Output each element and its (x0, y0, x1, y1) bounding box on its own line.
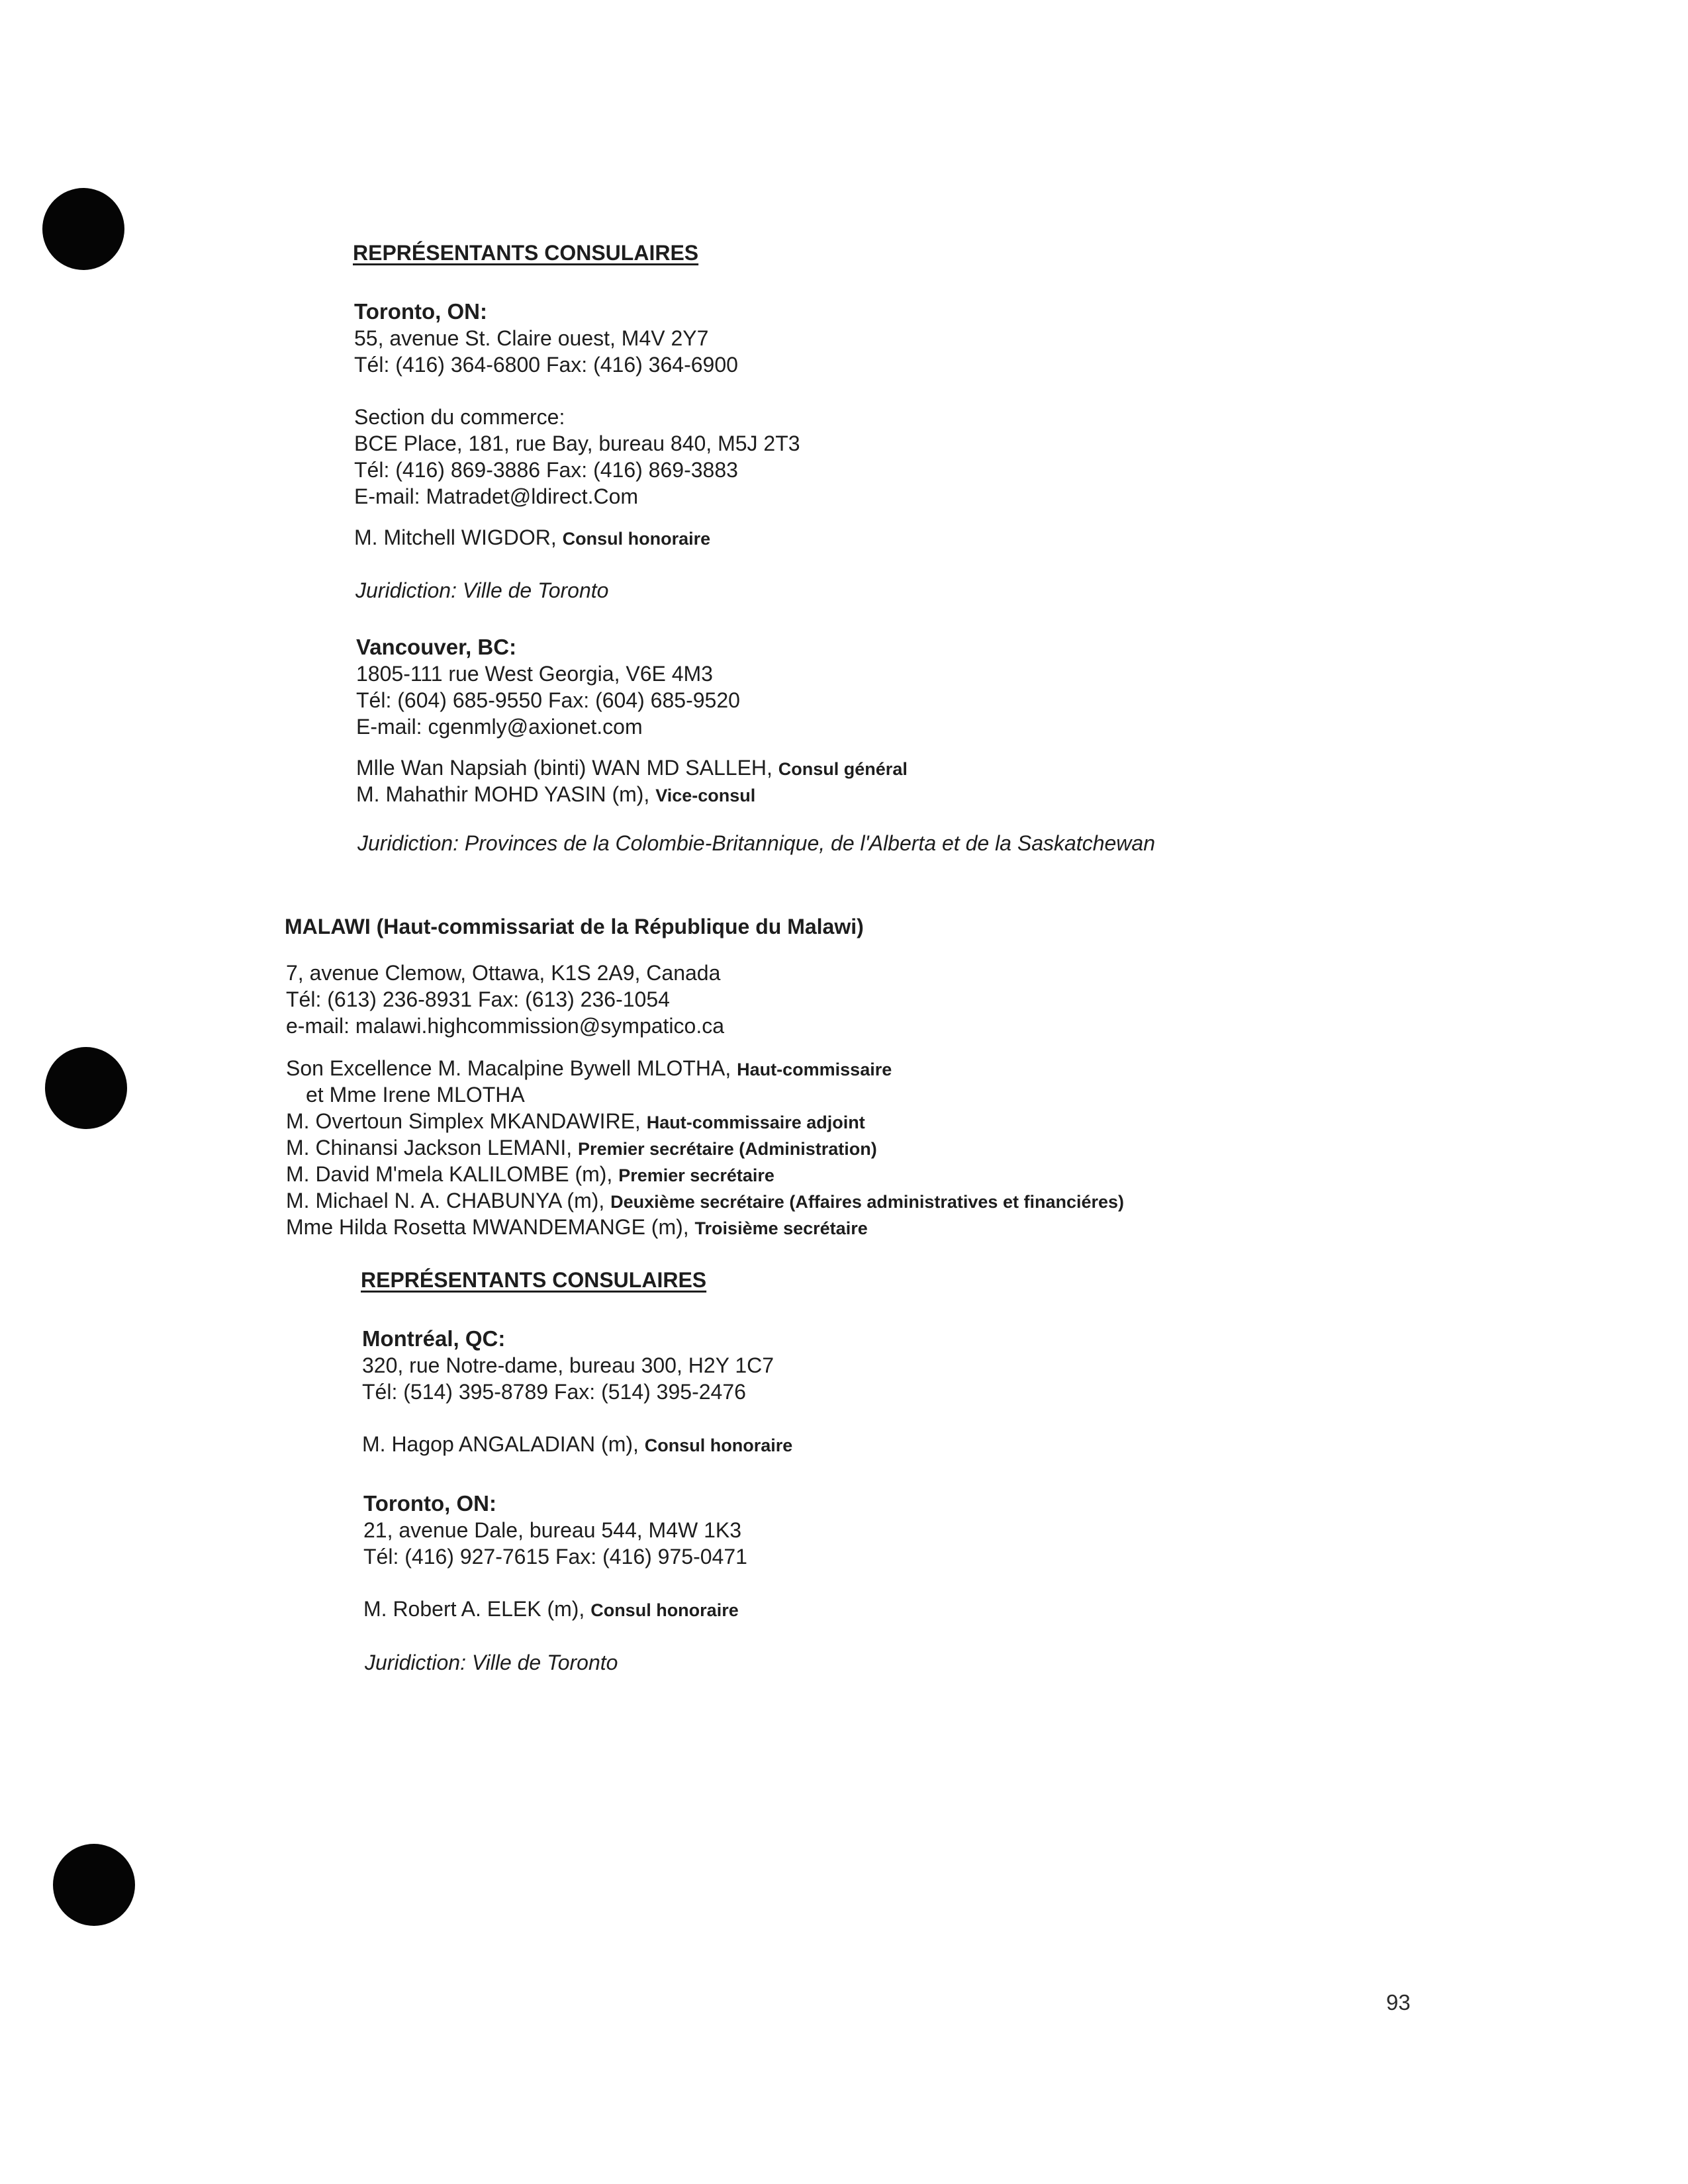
person-name: Mlle Wan Napsiah (binti) WAN MD SALLEH, (356, 756, 778, 780)
vancouver-person-1 (356, 754, 908, 782)
malawi-staff-item (286, 1214, 868, 1242)
montreal-person (362, 1431, 792, 1459)
person-name: M. Robert A. ELEK (m), (363, 1597, 591, 1621)
person-name: M. Chinansi Jackson LEMANI, (286, 1136, 579, 1160)
malawi-address: 7, avenue Clemow, Ottawa, K1S 2A9, Canada (286, 961, 721, 985)
city-heading-vancouver: Vancouver, BC: (356, 635, 517, 659)
toronto-1-address: 55, avenue St. Claire ouest, M4V 2Y7 (354, 326, 709, 350)
vancouver-email: E-mail: cgenmly@axionet.com (356, 715, 643, 739)
person-title: Haut-commissaire adjoint (646, 1113, 865, 1132)
vancouver-person-2 (356, 781, 755, 809)
toronto-2-phone: Tél: (416) 927-7615 Fax: (416) 975-0471 (363, 1545, 747, 1569)
malawi-staff-item (286, 1187, 1124, 1215)
person-name: Mme Hilda Rosetta MWANDEMANGE (m), (286, 1215, 695, 1239)
vancouver-phone: Tél: (604) 685-9550 Fax: (604) 685-9520 (356, 688, 740, 712)
person-title: Haut-commissaire (737, 1060, 892, 1079)
person-title: Consul honoraire (590, 1600, 739, 1620)
malawi-staff-item (286, 1055, 892, 1083)
punch-hole-middle (45, 1047, 127, 1129)
person-name: M. Michael N. A. CHABUNYA (m), (286, 1189, 611, 1212)
malawi-staff-item (306, 1081, 525, 1109)
toronto-2-person (363, 1596, 739, 1623)
section-heading-consular-2: REPRÉSENTANTS CONSULAIRES (361, 1268, 707, 1292)
person-name: M. David M'mela KALILOMBE (m), (286, 1162, 619, 1186)
trade-section-email: E-mail: Matradet@ldirect.Com (354, 484, 639, 508)
person-name: M. Overtoun Simplex MKANDAWIRE, (286, 1109, 647, 1133)
page-number: 93 (1386, 1990, 1411, 2015)
toronto-1-person (354, 524, 710, 552)
country-heading-malawi: MALAWI (Haut-commissariat de la République du Malawi) (285, 915, 864, 938)
person-name: M. Mahathir MOHD YASIN (m), (356, 782, 656, 806)
city-heading-toronto-1: Toronto, ON: (354, 299, 487, 324)
punch-hole-top (42, 188, 124, 270)
vancouver-jurisdiction: Juridiction: Provinces de la Colombie-Britannique, de l'Alberta et de la Saskatchewan (357, 831, 1155, 855)
toronto-2-jurisdiction: Juridiction: Ville de Toronto (365, 1651, 618, 1674)
montreal-address: 320, rue Notre-dame, bureau 300, H2Y 1C7 (362, 1353, 774, 1377)
person-title: Vice-consul (655, 786, 756, 805)
person-title: Deuxième secrétaire (Affaires administratives et financiéres) (610, 1192, 1125, 1212)
person-name: Son Excellence M. Macalpine Bywell MLOTHA, (286, 1056, 737, 1080)
montreal-phone: Tél: (514) 395-8789 Fax: (514) 395-2476 (362, 1380, 746, 1404)
city-heading-toronto-2: Toronto, ON: (363, 1491, 496, 1516)
toronto-1-phone: Tél: (416) 364-6800 Fax: (416) 364-6900 (354, 353, 738, 377)
person-title: Consul général (778, 759, 908, 779)
toronto-2-address: 21, avenue Dale, bureau 544, M4W 1K3 (363, 1518, 742, 1542)
malawi-phone: Tél: (613) 236-8931 Fax: (613) 236-1054 (286, 987, 670, 1011)
city-heading-montreal: Montréal, QC: (362, 1326, 506, 1351)
person-title: Consul honoraire (644, 1435, 793, 1455)
person-name: M. Mitchell WIGDOR, (354, 525, 563, 549)
person-name: et Mme Irene MLOTHA (306, 1083, 525, 1107)
malawi-staff-item (286, 1161, 774, 1189)
trade-section-label: Section du commerce: (354, 405, 565, 429)
trade-section-address: BCE Place, 181, rue Bay, bureau 840, M5J 2T3 (354, 432, 800, 455)
toronto-1-jurisdiction: Juridiction: Ville de Toronto (355, 578, 609, 602)
person-title: Premier secrétaire (618, 1165, 774, 1185)
person-title: Troisième secrétaire (694, 1218, 868, 1238)
malawi-email: e-mail: malawi.highcommission@sympatico.ca (286, 1014, 725, 1038)
section-heading-consular-1: REPRÉSENTANTS CONSULAIRES (353, 241, 699, 265)
punch-hole-bottom (53, 1844, 135, 1926)
vancouver-address: 1805-111 rue West Georgia, V6E 4M3 (356, 662, 713, 686)
trade-section-phone: Tél: (416) 869-3886 Fax: (416) 869-3883 (354, 458, 738, 482)
malawi-staff-item (286, 1108, 865, 1136)
person-title: Consul honoraire (562, 529, 711, 549)
person-name: M. Hagop ANGALADIAN (m), (362, 1432, 645, 1456)
malawi-staff-item (286, 1134, 877, 1162)
person-title: Premier secrétaire (Administration) (578, 1139, 877, 1159)
